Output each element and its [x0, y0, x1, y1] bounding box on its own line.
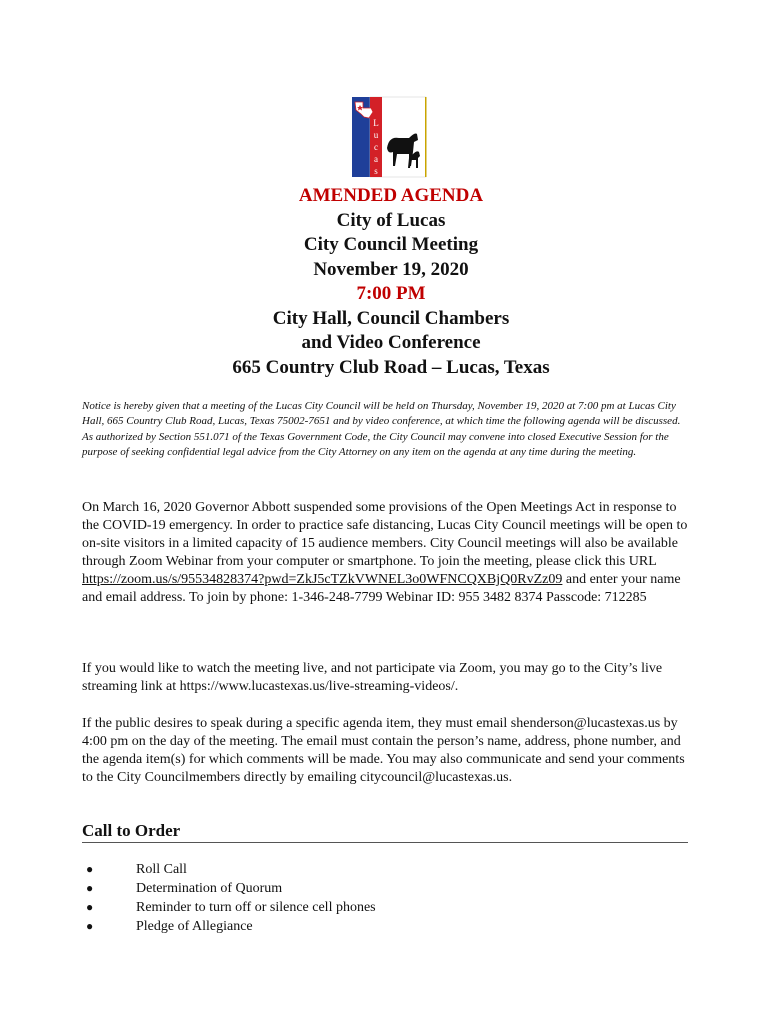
bullet-icon: ●	[86, 919, 94, 933]
covid-paragraph	[82, 499, 694, 607]
logo-letters: L	[373, 118, 379, 128]
meeting-address: 665 Country Club Road – Lucas, Texas	[232, 356, 550, 378]
list-item: ● Roll Call	[86, 862, 187, 877]
meeting-name: City Council Meeting	[303, 234, 479, 255]
bullet-icon: ●	[86, 881, 94, 895]
bullet-icon: ●	[86, 862, 94, 876]
agenda-header	[0, 184, 770, 380]
meeting-notice: Notice is hereby given that a meeting of the Lucas City Council will be held on Thursday, November 19, 2020 at 7:00 pm at Lucas City Hall, 665 Country Club Road, Lucas, Texas 75002-7651 and by video conference, at which time the following agenda will be discussed. As authorized by Section 551.071 of the Texas Government Code, the City Council may convene into closed Executive Session for the purpose of seeking confidential legal advice from the City Attorney on any item on the agenda at any time during the meeting.	[82, 400, 681, 458]
lucas-logo-graphic	[351, 96, 427, 178]
streaming-paragraph: If you would like to watch the meeting live, and not participate via Zoom, you may go to the City’s live streaming link at https://www.lucastexas.us/live-streaming-videos/.	[82, 661, 663, 694]
svg-text:a: a	[374, 154, 378, 164]
public-comment-paragraph: If the public desires to speak during a specific agenda item, they must email shenderson@lucastexas.us by 4:00 pm on the day of the meeting. The email must contain the person’s name, address, phone number, and the agenda item(s) for which comments will be made. You may also communicate and send your comments to the City Councilmembers directly by emailing citycouncil@lucastexas.us.	[82, 716, 685, 785]
meeting-date: November 19, 2020	[313, 258, 469, 280]
covid-text: On March 16, 2020 Governor Abbott suspended some provisions of the Open Meetings Act in response to the COVID-19 emergency. In order to practice safe distancing, Lucas City Council meetings will be open to on-site visitors in a limited capacity of 15 audience members. City Council meetings will also be available through Zoom Webinar from your computer or smartphone. To join the meeting, please click this URL	[82, 500, 688, 569]
list-item: ● Determination of Quorum	[86, 881, 283, 896]
zoom-link[interactable]: https://zoom.us/s/95534828374?pwd=ZkJ5cTZkVWNEL3o0WFNCQXBjQ0RvZz09	[82, 572, 563, 587]
meeting-location-line1: City Hall, Council Chambers	[272, 307, 510, 329]
amended-agenda-title: AMENDED AGENDA	[298, 185, 484, 206]
meeting-time: 7:00 PM	[356, 283, 426, 304]
city-logo	[351, 96, 427, 178]
city-name: City of Lucas	[336, 209, 446, 231]
call-to-order-list	[82, 860, 376, 936]
svg-text:u: u	[373, 130, 379, 140]
svg-text:s: s	[374, 166, 378, 176]
covid-text-after: and enter your name and email address. To join by phone: 1-346-248-7799 Webinar ID: 955 3482 8374 Passcode: 712285	[82, 572, 681, 605]
bullet-icon: ●	[86, 900, 94, 914]
svg-text:c: c	[374, 142, 378, 152]
call-to-order-heading: Call to Order	[82, 820, 688, 843]
meeting-location-line2: and Video Conference	[301, 332, 481, 353]
list-item: ● Reminder to turn off or silence cell phones	[86, 900, 376, 915]
list-item: ● Pledge of Allegiance	[86, 919, 253, 934]
